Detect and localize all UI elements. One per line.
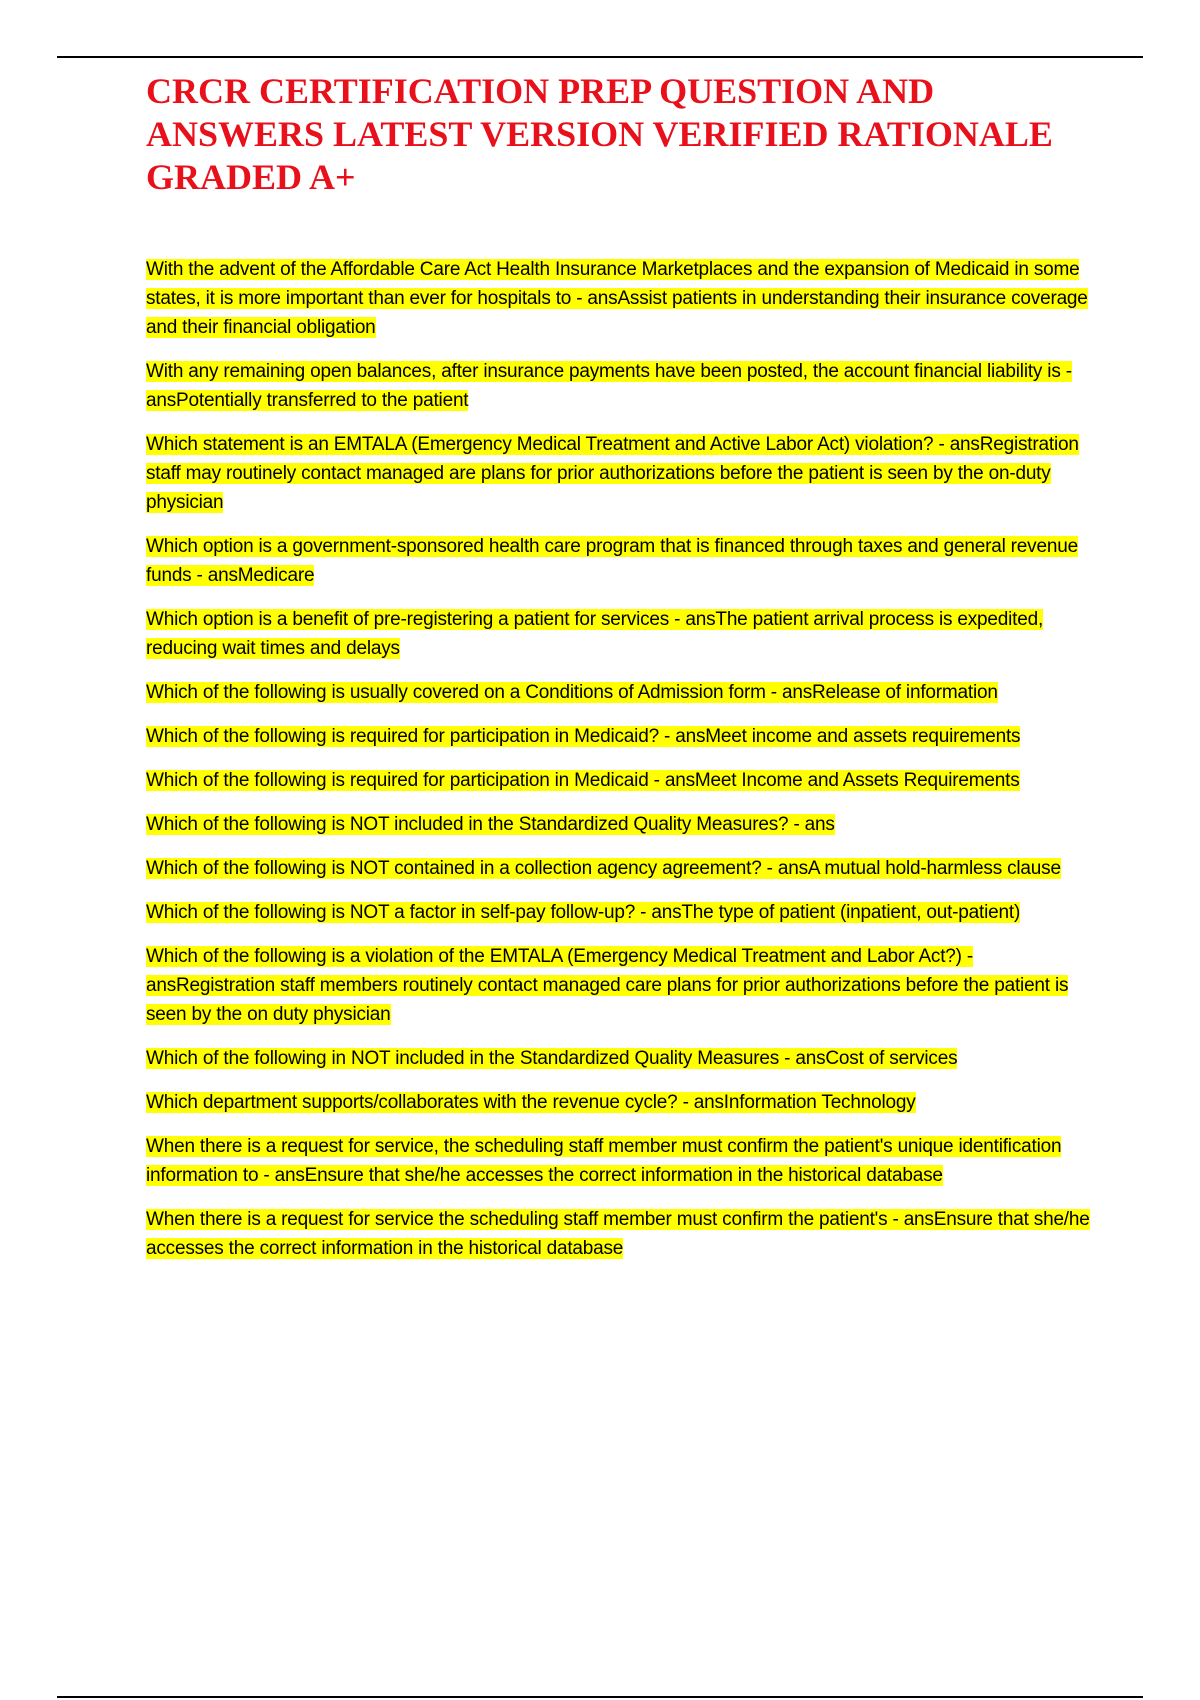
- qa-item: [146, 898, 1092, 927]
- qa-text: Which statement is an EMTALA (Emergency Medical Treatment and Active Labor Act) violation? - ansRegistration staff may routinely contact managed are plans for prior authorizations before the patient is seen by the on-duty physician: [146, 434, 1079, 513]
- qa-text: Which of the following is a violation of the EMTALA (Emergency Medical Treatment and Labor Act?) - ansRegistration staff members routinely contact managed care plans for prior authorizations before the patient is seen by the on duty physician: [146, 946, 1069, 1025]
- qa-item: [146, 357, 1092, 415]
- qa-item: [146, 532, 1092, 590]
- qa-text: Which department supports/collaborates with the revenue cycle? - ansInformation Technology: [146, 1092, 916, 1113]
- qa-item: [146, 722, 1092, 751]
- qa-text: Which option is a government-sponsored health care program that is financed through taxes and general revenue funds - ansMedicare: [146, 536, 1078, 586]
- qa-text: Which of the following is required for participation in Medicaid - ansMeet Income and Assets Requirements: [146, 770, 1020, 791]
- qa-item: [146, 1132, 1092, 1190]
- document-title: CRCR CERTIFICATION PREP QUESTION AND ANSWERS LATEST VERSION VERIFIED RATIONALE GRADED A+: [146, 71, 1053, 197]
- qa-item: [146, 678, 1092, 707]
- qa-text: When there is a request for service the scheduling staff member must confirm the patient's - ansEnsure that she/he accesses the correct information in the historical database: [146, 1209, 1090, 1259]
- document-body: [146, 70, 1092, 1278]
- qa-item: [146, 1044, 1092, 1073]
- qa-text: Which of the following is NOT contained in a collection agency agreement? - ansA mutual hold-harmless clause: [146, 858, 1061, 879]
- qa-item: [146, 430, 1092, 517]
- qa-item: [146, 942, 1092, 1029]
- qa-item: [146, 1205, 1092, 1263]
- qa-list: [146, 255, 1092, 1263]
- qa-item: [146, 854, 1092, 883]
- qa-item: [146, 605, 1092, 663]
- qa-text: Which of the following is NOT a factor in self-pay follow-up? - ansThe type of patient (inpatient, out-patient): [146, 902, 1021, 923]
- qa-text: Which option is a benefit of pre-registering a patient for services - ansThe patient arrival process is expedited, reducing wait times and delays: [146, 609, 1044, 659]
- bottom-rule: [57, 1696, 1143, 1698]
- qa-item: [146, 810, 1092, 839]
- qa-text: Which of the following is NOT included in the Standardized Quality Measures? - ans: [146, 814, 835, 835]
- qa-text: Which of the following in NOT included in the Standardized Quality Measures - ansCost of services: [146, 1048, 958, 1069]
- qa-item: [146, 1088, 1092, 1117]
- qa-text: Which of the following is required for participation in Medicaid? - ansMeet income and assets requirements: [146, 726, 1021, 747]
- qa-text: Which of the following is usually covered on a Conditions of Admission form - ansRelease of information: [146, 682, 998, 703]
- qa-text: With any remaining open balances, after insurance payments have been posted, the account financial liability is - ansPotentially transferred to the patient: [146, 361, 1072, 411]
- top-rule: [57, 56, 1143, 58]
- qa-text: With the advent of the Affordable Care Act Health Insurance Marketplaces and the expansion of Medicaid in some states, it is more important than ever for hospitals to - ansAssist patients in understanding their insurance coverage and their financial obligation: [146, 259, 1088, 338]
- qa-item: [146, 766, 1092, 795]
- qa-item: [146, 255, 1092, 342]
- qa-text: When there is a request for service, the scheduling staff member must confirm the patient's unique identification information to - ansEnsure that she/he accesses the correct information in the historical database: [146, 1136, 1062, 1186]
